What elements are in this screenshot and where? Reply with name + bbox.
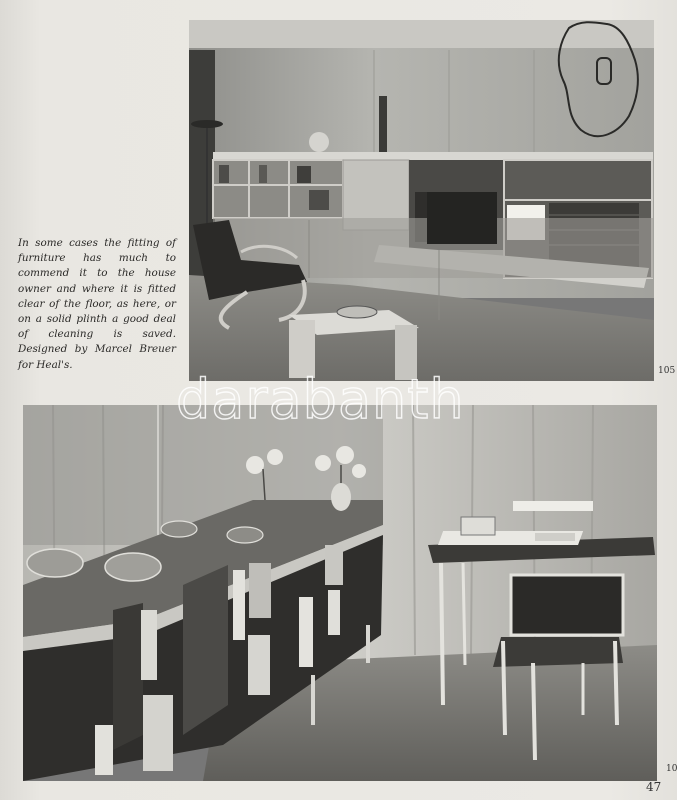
photo-fitted-wall-unit [189, 20, 654, 381]
photo-sideboard-and-desk [23, 405, 657, 781]
photo-caption: In some cases the fitting of furniture has much to commend it to the house owner and where it is fitted clear of the floor, as here, or on a solid plinth a good deal of cleaning is saved. Designed by Marcel Breuer for Heal's. [18, 237, 176, 371]
figure-number-bottom: 10 [666, 764, 677, 774]
page-number: 47 [646, 780, 662, 794]
watermark-logo: darabanth [176, 368, 465, 431]
figure-number-top: 105 [658, 366, 676, 376]
